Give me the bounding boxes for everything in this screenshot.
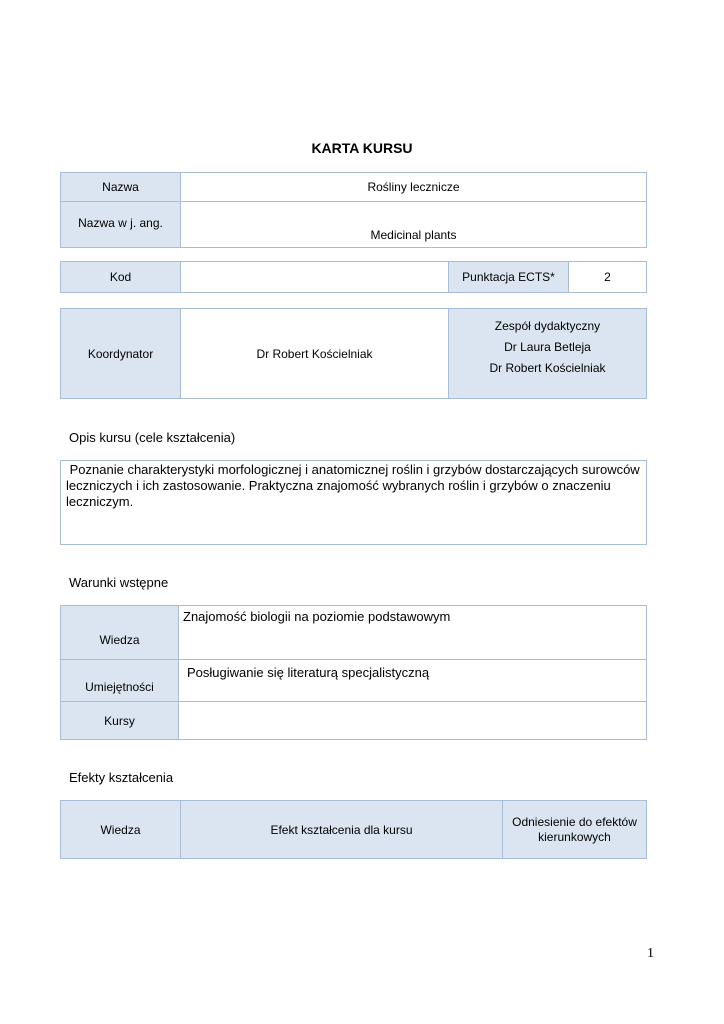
name-en-label: Nazwa w j. ang. — [61, 202, 181, 248]
ects-label: Punktacja ECTS* — [449, 262, 569, 293]
prereq-skills-label: Umiejętności — [61, 660, 179, 702]
name-en-value: Medicinal plants — [181, 202, 647, 248]
team-member: Dr Robert Kościelniak — [489, 361, 606, 375]
outcomes-heading: Efekty kształcenia — [69, 770, 174, 785]
prerequisites-heading: Warunki wstępne — [69, 575, 169, 590]
page-title: KARTA KURSU — [311, 140, 413, 156]
team-label: Zespół dydaktyczny — [494, 319, 601, 333]
code-ects-table — [60, 261, 647, 293]
name-value: Rośliny lecznicze — [181, 173, 647, 202]
description-text: Poznanie charakterystyki morfologicznej i anatomicznej roślin i grzybów dostarczających surowców leczniczych i ich zastosowanie. Praktyczna znajomość wybranych roślin i grzybów o znaczeniu leczniczym. — [60, 460, 647, 545]
outcomes-table — [60, 800, 647, 859]
team-member: Dr Laura Betleja — [504, 340, 591, 354]
prereq-knowledge-label: Wiedza — [61, 606, 179, 660]
code-value — [181, 262, 449, 293]
course-name-table — [60, 172, 647, 248]
outcomes-col-knowledge: Wiedza — [61, 801, 181, 859]
prereq-courses-label: Kursy — [61, 702, 179, 740]
prereq-knowledge-value: Znajomość biologii na poziomie podstawowym — [179, 606, 647, 660]
teaching-team — [449, 309, 647, 399]
ects-value: 2 — [569, 262, 647, 293]
outcomes-col-effect: Efekt kształcenia dla kursu — [181, 801, 503, 859]
name-label: Nazwa — [61, 173, 181, 202]
coordinator-name: Dr Robert Kościelniak — [181, 309, 449, 399]
outcomes-col-reference: Odniesienie do efektów kierunkowych — [503, 801, 647, 859]
prereq-courses-value — [179, 702, 647, 740]
prerequisites-table — [60, 605, 647, 740]
coordinator-label: Koordynator — [61, 309, 181, 399]
prereq-skills-value: Posługiwanie się literaturą specjalistyczną — [179, 660, 647, 702]
description-heading: Opis kursu (cele kształcenia) — [69, 430, 236, 445]
coordinator-table — [60, 308, 647, 399]
page-number: 1 — [647, 946, 654, 961]
code-label: Kod — [61, 262, 181, 293]
